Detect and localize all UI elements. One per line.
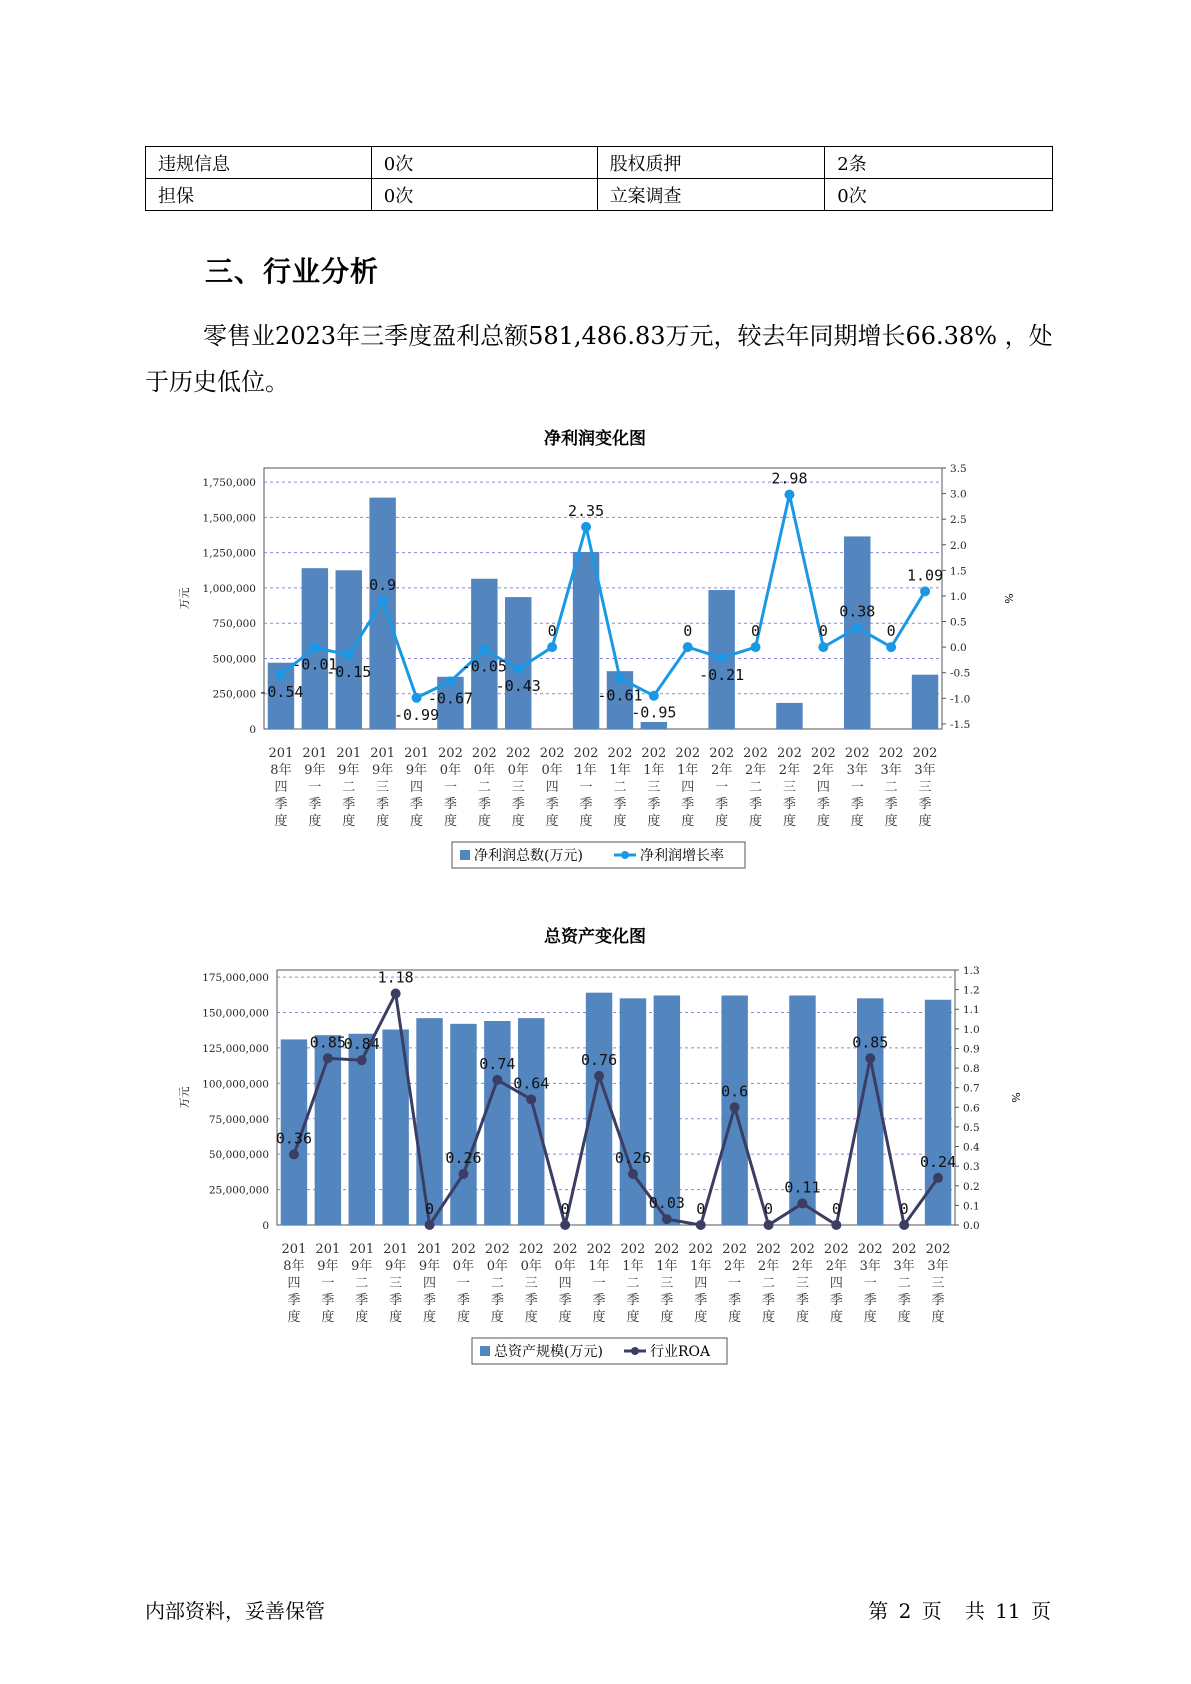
- bar: [620, 998, 646, 1225]
- data-label: -0.61: [597, 686, 643, 705]
- bar: [573, 552, 599, 729]
- data-label: 0: [818, 622, 828, 641]
- line-point: [479, 645, 489, 655]
- data-label: 0.26: [614, 1149, 652, 1167]
- data-label: 0: [696, 1200, 706, 1218]
- line-point: [357, 1055, 367, 1065]
- chart-title: 总资产变化图: [544, 927, 646, 947]
- bar: [776, 703, 802, 729]
- y-right-tick-label: 0.2: [963, 1180, 980, 1193]
- legend-line-marker: [621, 851, 629, 859]
- data-label: 2.98: [771, 469, 808, 488]
- line-point: [594, 1071, 604, 1081]
- y-right-tick-label: -1.0: [950, 693, 971, 706]
- data-label: 0.76: [580, 1050, 618, 1069]
- table-cell: 0次: [371, 179, 597, 211]
- y-left-axis-label: 万元: [178, 587, 191, 610]
- line-point: [615, 673, 625, 683]
- line-point: [886, 642, 896, 652]
- x-tick-label: 202 2年四季度: [823, 1242, 849, 1325]
- x-tick-label: 202 1年二季度: [607, 746, 633, 829]
- data-label: 0.85: [309, 1033, 346, 1052]
- legend-label: 总资产规模(万元): [494, 1344, 603, 1360]
- line-point: [547, 642, 557, 652]
- data-label: -0.21: [699, 665, 745, 684]
- page-num: 2: [898, 1599, 912, 1623]
- line-point: [412, 693, 422, 703]
- data-label: 0.11: [784, 1178, 821, 1197]
- bar: [641, 722, 667, 729]
- x-tick-label: 202 2年二季度: [743, 746, 768, 829]
- line-point: [289, 1149, 299, 1159]
- x-tick-label: 202 3年二季度: [878, 746, 904, 829]
- x-tick-label: 202 2年一季度: [722, 1242, 748, 1325]
- data-label: -0.15: [326, 662, 372, 681]
- line-point: [628, 1169, 638, 1179]
- line-point: [683, 642, 693, 652]
- y-left-tick-label: 1,750,000: [202, 477, 256, 490]
- y-right-tick-label: 0.8: [963, 1063, 980, 1076]
- line-point: [513, 664, 523, 674]
- line-point: [391, 989, 401, 999]
- line-point: [818, 642, 828, 652]
- line-point: [730, 1102, 740, 1112]
- data-label: 0: [751, 622, 761, 641]
- bar: [586, 993, 612, 1225]
- x-tick-label: 201 9年三季度: [370, 746, 396, 829]
- x-tick-label: 201 9年二季度: [336, 746, 362, 829]
- line-point: [764, 1220, 774, 1230]
- line-point: [649, 691, 659, 701]
- line-point: [276, 670, 286, 680]
- line-point: [344, 650, 354, 660]
- y-right-tick-label: 1.5: [950, 565, 967, 578]
- line-point: [797, 1198, 807, 1208]
- y-right-tick-label: 0.5: [950, 616, 967, 629]
- x-tick-label: 202 3年三季度: [912, 746, 938, 829]
- y-right-tick-label: 0.1: [963, 1200, 980, 1213]
- y-left-tick-label: 125,000,000: [202, 1042, 269, 1055]
- data-label: 0.36: [275, 1129, 313, 1148]
- x-tick-label: 202 0年四季度: [552, 1242, 578, 1325]
- x-tick-label: 202 0年三季度: [518, 1242, 544, 1325]
- x-tick-label: 202 1年四季度: [675, 746, 701, 829]
- x-tick-label: 201 8年四季度: [281, 1242, 307, 1325]
- x-tick-label: 202 1年一季度: [586, 1242, 612, 1325]
- table-cell: 违规信息: [146, 147, 372, 179]
- x-tick-label: 201 9年一季度: [302, 746, 328, 829]
- data-label: 0.64: [513, 1074, 550, 1093]
- x-tick-label: 201 9年四季度: [417, 1242, 442, 1325]
- x-tick-label: 202 2年三季度: [790, 1242, 815, 1325]
- y-right-tick-label: -1.5: [950, 718, 971, 731]
- data-label: -0.54: [258, 682, 304, 701]
- data-label: -0.99: [393, 705, 440, 724]
- bar: [654, 996, 680, 1226]
- legend-label: 净利润增长率: [640, 848, 724, 864]
- data-label: 0: [764, 1200, 774, 1218]
- x-tick-label: 202 3年一季度: [857, 1242, 883, 1325]
- line-point: [560, 1220, 570, 1230]
- data-label: 0: [899, 1200, 909, 1218]
- total-assets-chart: [0, 918, 1191, 1378]
- y-right-tick-label: 0.3: [963, 1161, 980, 1174]
- y-left-tick-label: 1,250,000: [202, 547, 256, 560]
- y-right-tick-label: 1.1: [963, 1004, 980, 1017]
- chart-legend: [452, 842, 745, 868]
- total-num: 11: [995, 1599, 1021, 1623]
- y-right-tick-label: 2.5: [950, 514, 967, 527]
- bar: [450, 1024, 476, 1225]
- y-left-tick-label: 0: [249, 724, 256, 736]
- risk-info-table: [145, 146, 1053, 211]
- x-tick-label: 201 9年二季度: [349, 1242, 375, 1325]
- page-prefix: 第: [868, 1599, 889, 1623]
- table-row: [146, 147, 1053, 179]
- bar: [518, 1018, 544, 1225]
- line-point: [751, 642, 761, 652]
- x-tick-label: 202 0年一季度: [438, 746, 463, 829]
- x-tick-label: 202 1年一季度: [573, 746, 599, 829]
- x-tick-label: 202 1年三季度: [641, 746, 667, 829]
- x-tick-label: 202 1年二季度: [620, 1242, 646, 1325]
- x-tick-label: 201 9年一季度: [315, 1242, 341, 1325]
- x-tick-label: 202 1年三季度: [654, 1242, 680, 1325]
- data-label: 0.9: [369, 576, 397, 595]
- legend-bar-swatch: [460, 850, 470, 860]
- y-left-tick-label: 50,000,000: [208, 1149, 269, 1162]
- chart-legend: [472, 1338, 727, 1364]
- table-cell: 立案调查: [597, 179, 825, 211]
- y-right-tick-label: 3.0: [950, 488, 967, 501]
- data-label: 1.09: [906, 566, 944, 585]
- line-point: [425, 1220, 435, 1230]
- y-left-tick-label: 100,000,000: [202, 1078, 269, 1091]
- section-title: 三、行业分析: [205, 255, 380, 288]
- line-point: [920, 586, 930, 596]
- line-point: [696, 1220, 706, 1230]
- bar: [416, 1018, 442, 1225]
- x-tick-label: 202 3年一季度: [844, 746, 870, 829]
- x-tick-label: 202 2年一季度: [709, 746, 735, 829]
- x-tick-label: 202 1年四季度: [688, 1242, 714, 1325]
- y-right-axis-label: %: [1002, 593, 1015, 604]
- bar: [484, 1021, 510, 1225]
- data-label: 0.26: [445, 1149, 482, 1167]
- x-tick-label: 202 0年一季度: [451, 1242, 476, 1325]
- y-right-axis-label: %: [1009, 1092, 1022, 1103]
- y-left-tick-label: 1,000,000: [202, 582, 256, 595]
- line-point: [865, 1053, 875, 1063]
- y-left-tick-label: 25,000,000: [208, 1184, 269, 1197]
- data-label: 0.74: [479, 1054, 516, 1073]
- table-row: [146, 179, 1053, 211]
- bar: [912, 675, 938, 729]
- legend-bar-swatch: [480, 1346, 490, 1356]
- table-cell: 0次: [825, 179, 1053, 211]
- total-prefix: 共: [964, 1599, 985, 1623]
- y-right-tick-label: 2.0: [950, 539, 967, 552]
- analysis-paragraph: 零售业2023年三季度盈利总额581,486.83万元，较去年同期增长66.38% ，处于历史低位。: [145, 322, 1053, 396]
- x-tick-label: 201 9年三季度: [383, 1242, 409, 1325]
- line-point: [581, 522, 591, 532]
- data-label: 2.35: [567, 501, 605, 520]
- x-tick-label: 202 3年二季度: [891, 1242, 917, 1325]
- data-label: -0.67: [427, 689, 474, 708]
- data-label: -0.43: [495, 677, 541, 696]
- line-point: [445, 676, 455, 686]
- table-cell: 担保: [146, 179, 372, 211]
- y-left-tick-label: 500,000: [212, 653, 256, 666]
- data-label: 0: [425, 1200, 435, 1218]
- line-point: [526, 1094, 536, 1104]
- line-point: [784, 490, 794, 500]
- line-point: [492, 1075, 502, 1085]
- line-point: [717, 653, 727, 663]
- y-left-tick-label: 750,000: [212, 618, 256, 631]
- y-left-axis-label: 万元: [178, 1086, 191, 1109]
- x-tick-label: 201 9年四季度: [404, 746, 429, 829]
- table-cell: 2条: [825, 147, 1053, 179]
- page-mid: 页: [921, 1599, 942, 1623]
- legend-label: 行业ROA: [650, 1344, 711, 1360]
- data-label: 0.03: [648, 1194, 685, 1213]
- y-right-tick-label: 0.4: [963, 1141, 980, 1154]
- total-suffix: 页: [1031, 1599, 1051, 1623]
- data-label: 0: [683, 622, 693, 641]
- y-right-tick-label: -0.5: [950, 667, 971, 680]
- y-right-tick-label: 3.5: [950, 463, 967, 475]
- x-tick-label: 202 0年二季度: [484, 1242, 510, 1325]
- data-label: -0.95: [631, 703, 677, 722]
- data-label: -0.05: [461, 657, 507, 676]
- bar: [315, 1035, 341, 1225]
- data-label: 0.85: [852, 1033, 889, 1052]
- line-point: [458, 1169, 468, 1179]
- x-tick-label: 202 0年三季度: [505, 746, 531, 829]
- y-left-tick-label: 1,500,000: [202, 512, 256, 525]
- data-label: -0.01: [292, 655, 338, 674]
- x-tick-label: 202 2年三季度: [777, 746, 802, 829]
- y-left-tick-label: 0: [262, 1220, 269, 1232]
- line-point: [662, 1214, 672, 1224]
- line-point: [831, 1220, 841, 1230]
- y-left-tick-label: 175,000,000: [202, 972, 269, 985]
- bar: [336, 570, 362, 729]
- y-right-tick-label: 0.0: [950, 642, 967, 655]
- data-label: 0: [560, 1200, 570, 1218]
- footer-page-number: [866, 1595, 1053, 1624]
- footer-confidential: 内部资料，妥善保管: [145, 1599, 325, 1623]
- data-label: 0.6: [721, 1082, 749, 1101]
- data-label: 1.18: [377, 968, 414, 987]
- y-right-tick-label: 0.7: [963, 1082, 980, 1095]
- x-tick-label: 202 0年二季度: [471, 746, 497, 829]
- line-point: [378, 596, 388, 606]
- chart-title: 净利润变化图: [544, 429, 646, 449]
- line-point: [933, 1173, 943, 1183]
- y-right-tick-label: 0.6: [963, 1102, 980, 1115]
- line-point: [310, 643, 320, 653]
- data-label: 0: [547, 622, 557, 641]
- x-tick-label: 202 3年三季度: [925, 1242, 951, 1325]
- x-tick-label: 202 2年二季度: [756, 1242, 781, 1325]
- legend-label: 净利润总数(万元): [474, 848, 583, 864]
- y-left-tick-label: 250,000: [212, 688, 256, 701]
- y-right-tick-label: 0.5: [963, 1121, 980, 1134]
- x-tick-label: 202 2年四季度: [810, 746, 836, 829]
- x-tick-label: 201 8年四季度: [268, 746, 294, 829]
- data-label: 0.38: [839, 602, 876, 621]
- legend-line-marker: [631, 1347, 639, 1355]
- y-right-tick-label: 0.0: [963, 1220, 980, 1232]
- x-tick-label: 202 0年四季度: [539, 746, 565, 829]
- y-right-tick-label: 1.2: [963, 984, 980, 997]
- y-right-tick-label: 1.0: [963, 1023, 980, 1036]
- data-label: 0: [886, 622, 896, 641]
- y-left-tick-label: 75,000,000: [208, 1113, 269, 1126]
- net-profit-chart: [0, 420, 1191, 880]
- data-label: 0.84: [343, 1035, 380, 1054]
- y-left-tick-label: 150,000,000: [202, 1007, 269, 1020]
- data-label: 0: [831, 1200, 841, 1218]
- table-cell: 0次: [371, 147, 597, 179]
- y-right-tick-label: 1.0: [950, 590, 967, 603]
- y-right-tick-label: 1.3: [963, 965, 980, 977]
- table-cell: 股权质押: [597, 147, 825, 179]
- y-right-tick-label: 0.9: [963, 1043, 980, 1056]
- data-label: 0.24: [919, 1152, 957, 1171]
- line-point: [852, 623, 862, 633]
- line-point: [899, 1220, 909, 1230]
- plot-area-border: [277, 970, 955, 1225]
- line-point: [323, 1053, 333, 1063]
